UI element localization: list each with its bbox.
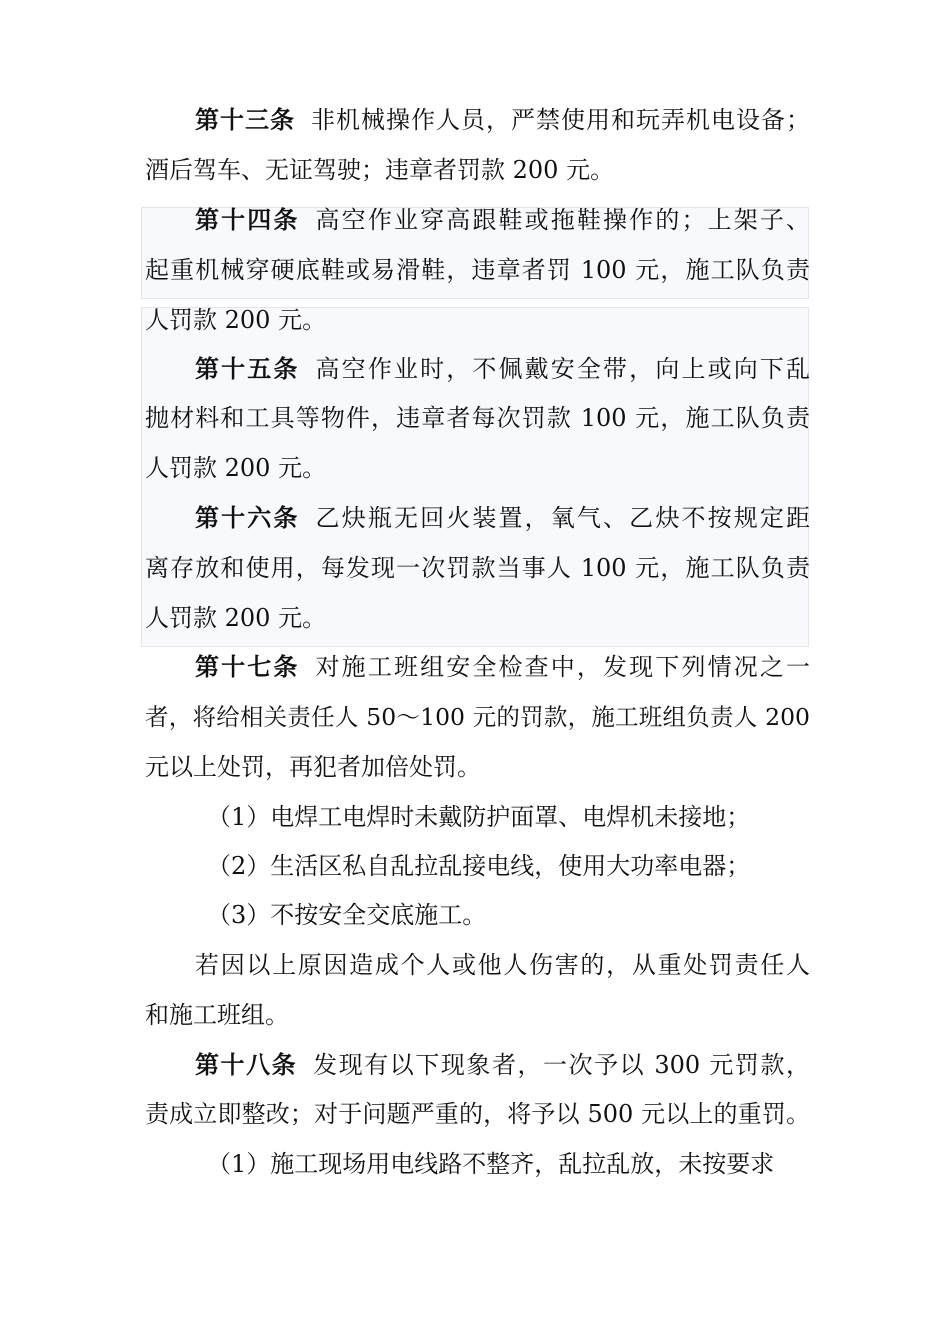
article-17-line-2: 者，将给相关责任人 50～100 元的罚款，施工班组负责人 200 <box>145 703 810 731</box>
article-15-line-2: 抛材料和工具等物件，违章者每次罚款 100 元，施工队负责 <box>145 404 810 432</box>
article-16-line-2: 离存放和使用，每发现一次罚款当事人 100 元，施工队负责 <box>145 554 810 582</box>
article-17-item-3: （3）不按安全交底施工。 <box>207 901 487 929</box>
article-18-heading: 第十八条 <box>195 1050 298 1079</box>
article-14-heading: 第十四条 <box>195 205 300 234</box>
article-13-line-1 <box>195 95 810 145</box>
article-17-item-1: （1）电焊工电焊时未戴防护面罩、电焊机未接地； <box>207 803 751 831</box>
article-14-line-3: 人罚款 200 元。 <box>145 306 327 334</box>
article-15-line-3: 人罚款 200 元。 <box>145 454 327 482</box>
article-17-line-1 <box>195 642 810 692</box>
article-16-heading: 第十六条 <box>195 503 300 532</box>
article-17-item-2: （2）生活区私自乱拉乱接电线，使用大功率电器； <box>207 852 751 880</box>
article-16-line-1 <box>195 493 810 543</box>
article-17-text-1: 对施工班组安全检查中，发现下列情况之一 <box>315 653 810 681</box>
article-13-text-1: 非机械操作人员，严禁使用和玩弄机电设备； <box>311 106 810 134</box>
article-14-line-1 <box>195 195 810 245</box>
article-18-text-1: 发现有以下现象者，一次予以 300 元罚款， <box>313 1051 810 1079</box>
article-17-heading: 第十七条 <box>195 652 300 681</box>
article-17-note-2: 和施工班组。 <box>145 1001 289 1029</box>
article-15-line-1 <box>195 344 810 394</box>
article-17-note-1: 若因以上原因造成个人或他人伤害的，从重处罚责任人 <box>195 951 810 979</box>
article-14-line-2: 起重机械穿硬底鞋或易滑鞋，违章者罚 100 元，施工队负责 <box>145 256 810 284</box>
article-17-line-3: 元以上处罚，再犯者加倍处罚。 <box>145 753 481 781</box>
article-13-heading: 第十三条 <box>195 105 295 134</box>
article-18-line-2: 责成立即整改；对于问题严重的，将予以 500 元以上的重罚。 <box>145 1100 810 1128</box>
article-15-heading: 第十五条 <box>195 354 300 383</box>
article-15-text-1: 高空作业时，不佩戴安全带，向上或向下乱 <box>315 355 810 383</box>
article-18-line-1 <box>195 1040 810 1090</box>
article-16-line-3: 人罚款 200 元。 <box>145 604 327 632</box>
article-14-text-1: 高空作业穿高跟鞋或拖鞋操作的；上架子、 <box>315 206 810 234</box>
article-13-line-2: 酒后驾车、无证驾驶；违章者罚款 200 元。 <box>145 156 615 184</box>
article-18-item-1: （1）施工现场用电线路不整齐，乱拉乱放，未按要求 <box>207 1150 775 1178</box>
article-16-text-1: 乙炔瓶无回火装置，氧气、乙炔不按规定距 <box>315 504 810 532</box>
